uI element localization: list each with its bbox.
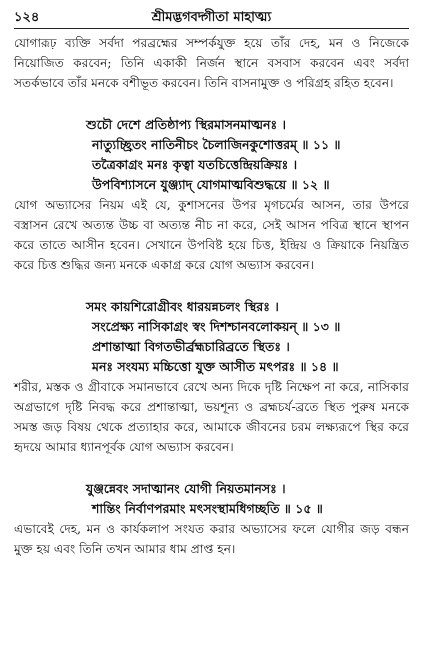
paragraph-3: শরীর, মস্তক ও গ্রীবাকে সমানভাবে রেখে অন্য দিকে দৃষ্টি নিক্ষেপ না করে, নাসিকার অগ্রভাগে দৃষ্টি নিবদ্ধ করে প্রশান্তাত্মা, ভয়শূন্য ও ব্রহ্মচর্য-ব্রতে স্থিত পুরুষ মনকে সমস্ত জড় বিষয় থেকে প্রত্যাহার করে, আমাকে জীবনের চরম লক্ষ্যরূপে স্থির করে হৃদয়ে আমার ধ্যানপূর্বক যোগ অভ্যাস করবেন।: [14, 380, 409, 454]
paragraph-4: এভাবেই দেহ, মন ও কার্যকলাপ সংযত করার অভ্যাসের ফলে যোগীর জড় বন্ধন মুক্ত হয় এবং তিনি তখন আমার ধাম প্রাপ্ত হন।: [14, 522, 409, 556]
verse-line: প্রশান্তাত্মা বিগতভীর্ব্রহ্মচারিব্রতে স্থিতঃ ।: [92, 339, 290, 354]
paragraph-2: যোগ অভ্যাসের নিয়ম এই যে, কুশাসনের উপর মৃগচর্মের আসন, তার উপরে বস্ত্রাসন রেখে অত্যন্ত উচ্চ বা অত্যন্ত নীচ না করে, সেই আসন পবিত্র স্থানে স্থাপন করে তাতে আসীন হবেন। সেখানে উপবিষ্ট হয়ে চিত্ত, ইন্দ্রিয় ও ক্রিয়াকে নিয়ন্ত্রিত করে চিত্ত শুদ্ধির জন্য মনকে একাগ্র করে যোগ অভ্যাস করবেন।: [14, 198, 409, 272]
verse-line: মনঃ সংযম্য মচ্চিত্তো যুক্ত আসীত মৎপরঃ ॥ ১৪ ॥: [92, 359, 339, 374]
verse-line: শুচৌ দেশে প্রতিষ্ঠাপ্য স্থিরমাসনমাত্মনঃ ।: [86, 117, 286, 132]
verse-line: সমং কায়শিরোগ্রীবং ধারয়ন্নচলং স্থিরঃ ।: [86, 299, 279, 314]
spacer: [14, 93, 409, 115]
verse-line: তত্রৈকাগ্রং মনঃ কৃত্বা যতচিত্তেন্দ্রিয়ক্রিয়ঃ ।: [92, 157, 298, 172]
paragraph-1: যোগারূঢ় ব্যক্তি সর্বদা পরব্রহ্মের সম্পর্কযুক্ত হয়ে তাঁর দেহ, মন ও নিজেকে নিয়োজিত করবেন; তিনি একাকী নির্জন স্থানে বসবাস করবেন এবং সর্বদা সতর্কভাবে তাঁর মনকে বশীভূত করবেন। তিনি বাসনামুক্ত ও পরিগ্রহ রহিত হবেন।: [14, 36, 409, 90]
verse-block-15: [14, 479, 409, 519]
verse-line: উপবিশ্যাসনে যুঞ্জ্যাদ্ যোগমাত্মবিশুদ্ধয়ে ॥ ১২ ॥: [92, 177, 330, 192]
page-number: ১২৪: [14, 10, 40, 25]
verse-line: সংপ্রেক্ষ্য নাসিকাগ্রং স্বং দিশশ্চানবলোকয়ন্ ॥ ১৩ ॥: [92, 319, 341, 334]
verse-line: যুঞ্জন্নেবং সদাত্মানং যোগী নিয়তমানসঃ ।: [86, 481, 286, 496]
verse-block-11-12: [14, 115, 409, 195]
verse-line: নাত্যুচ্ছ্রিতং নাতিনীচং চৈলাজিনকুশোত্তরম্ ॥ ১১ ॥: [92, 137, 341, 152]
spacer: [14, 275, 409, 297]
page-header: [14, 6, 409, 29]
spacer: [14, 457, 409, 479]
verse-block-13-14: [14, 297, 409, 377]
verse-line: শান্তিং নির্বাণপরমাং মৎসংস্থামধিগচ্ছতি ॥ ১৫ ॥: [92, 501, 323, 516]
running-title: শ্রীমদ্ভগবদ্গীতা মাহাত্ম্য: [151, 10, 272, 25]
